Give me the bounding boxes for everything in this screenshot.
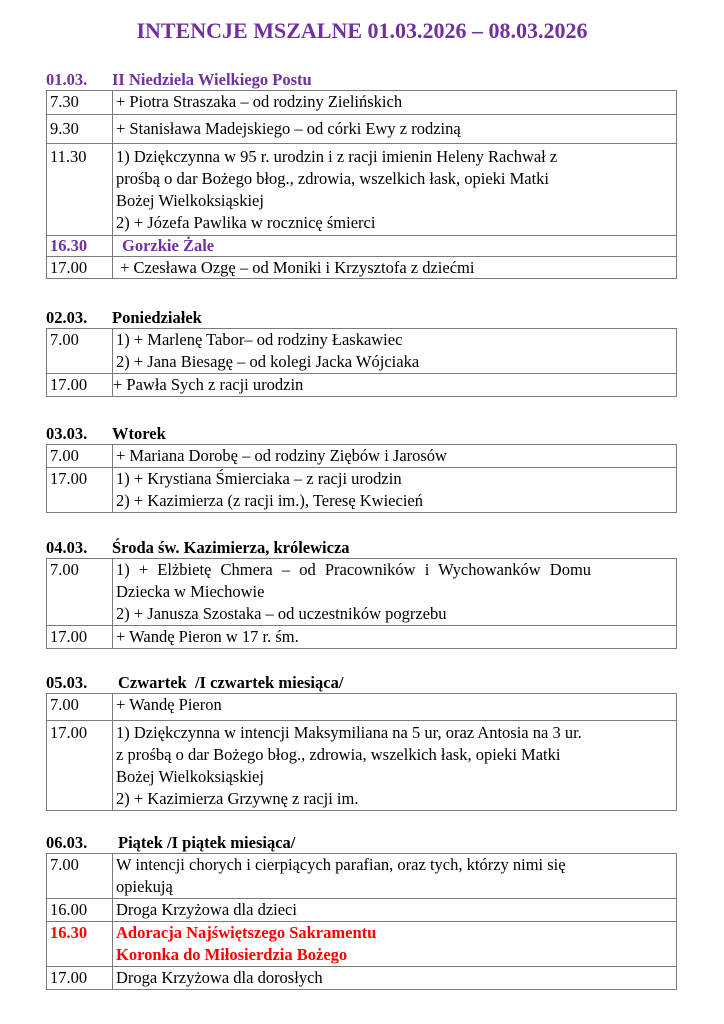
intention-line: 1) + Marlenę Tabor– od rodziny Łaskawiec [116,330,403,349]
mass-table [46,328,677,397]
mass-intention [113,144,677,236]
mass-intention [113,468,677,513]
intention-line: Bożej Wielkoksiąskiej [116,767,264,786]
table-row [47,236,677,257]
table-row [47,445,677,468]
day-date: 05.03. [46,673,88,692]
mass-time: 16.30 [47,236,113,257]
intention-line: Gorzkie Żale [122,236,215,255]
mass-table [46,90,677,279]
table-row [47,91,677,115]
day-heading [46,424,677,444]
day-name: Środa św. Kazimierza, królewicza [112,538,350,557]
mass-intention [113,374,677,397]
day-name: Poniedziałek [112,308,202,327]
day-section-0603 [46,833,677,990]
intention-line: Droga Krzyżowa dla dzieci [116,900,297,919]
mass-time: 17.00 [47,626,113,649]
day-heading [46,308,677,328]
intention-line: Dziecka w Miechowie [116,582,265,601]
mass-intention [113,899,677,922]
mass-intention [113,559,677,626]
intention-line: W intencji chorych i cierpiących parafian, oraz tych, którzy nimi się [116,855,566,874]
intention-line: 1) Dziękczynna w intencji Maksymiliana na 5 ur, oraz Antosia na 3 ur. [116,723,582,742]
intention-line: 1) Dziękczynna w 95 r. urodzin i z racji imienin Heleny Rachwał z [116,147,558,166]
day-heading [46,70,677,90]
intention-line: + Mariana Dorobę – od rodziny Ziębów i Jarosów [116,446,447,465]
intention-line: Droga Krzyżowa dla dorosłych [116,968,323,987]
intention-line: 1) + Krystiana Śmierciaka – z racji urodzin [116,469,402,488]
mass-table [46,693,677,811]
mass-intention [113,115,677,144]
table-row [47,694,677,721]
day-date: 06.03. [46,833,88,852]
table-row [47,257,677,279]
table-row [47,144,677,236]
day-name: II Niedziela Wielkiego Postu [112,70,312,89]
mass-time: 11.30 [47,144,113,236]
table-row [47,922,677,967]
intention-line: + Stanisława Madejskiego – od córki Ewy z rodziną [116,119,461,138]
day-name: Piątek /I piątek miesiąca/ [118,833,296,852]
mass-time: 16.30 [47,922,113,967]
intention-line: z prośbą o dar Bożego błog., zdrowia, wszelkich łask, opieki Matki [116,745,561,764]
mass-intention [113,236,677,257]
day-section-0303 [46,424,677,513]
mass-intention [113,694,677,721]
day-section-0203 [46,308,677,397]
intention-line: 2) + Janusza Szostaka – od uczestników pogrzebu [116,604,447,623]
table-row [47,854,677,899]
mass-time: 7.00 [47,329,113,374]
day-date: 04.03. [46,538,88,557]
mass-table [46,558,677,649]
mass-intention [113,922,677,967]
day-date: 02.03. [46,308,88,327]
mass-intention [113,329,677,374]
mass-table [46,444,677,513]
mass-intention [113,967,677,990]
table-row [47,374,677,397]
table-row [47,115,677,144]
intention-line: + Piotra Straszaka – od rodziny Zielińskich [116,92,403,111]
mass-table [46,853,677,990]
day-section-0403 [46,538,677,649]
mass-time: 7.00 [47,854,113,899]
intention-line: + Czesława Ozgę – od Moniki i Krzysztofa z dziećmi [116,258,475,277]
intention-line: + Pawła Sych z racji urodzin [113,375,304,394]
intention-line: opiekują [116,877,173,896]
table-row [47,468,677,513]
intention-line: Adoracja Najświętszego Sakramentu [116,923,377,942]
intention-line: 2) + Kazimierza Grzywnę z racji im. [116,789,359,808]
intention-line: Koronka do Miłosierdzia Bożego [116,945,348,964]
mass-time: 17.00 [47,721,113,811]
mass-intention [113,91,677,115]
mass-intention [113,445,677,468]
intention-line: prośbą o dar Bożego błog., zdrowia, wszelkich łask, opieki Matki [116,169,550,188]
mass-time: 17.00 [47,257,113,279]
mass-intention [113,626,677,649]
mass-time: 7.00 [47,445,113,468]
intention-line: 2) + Józefa Pawlika w rocznicę śmierci [116,213,376,232]
table-row [47,626,677,649]
mass-time: 17.00 [47,967,113,990]
mass-time: 7.30 [47,91,113,115]
mass-intention [113,257,677,279]
day-name: Czwartek /I czwartek miesiąca/ [118,673,344,692]
intention-line: + Wandę Pieron w 17 r. śm. [116,627,299,646]
day-date: 01.03. [46,70,88,89]
mass-time: 17.00 [47,374,113,397]
intention-line: + Wandę Pieron [116,695,222,714]
table-row [47,721,677,811]
mass-time: 16.00 [47,899,113,922]
table-row [47,967,677,990]
intention-line: 2) + Kazimierza (z racji im.), Teresę Kwiecień [116,491,423,510]
day-heading [46,833,677,853]
intention-line: 2) + Jana Biesagę – od kolegi Jacka Wójciaka [116,352,420,371]
page-title: INTENCJE MSZALNE 01.03.2026 – 08.03.2026 [136,18,588,43]
mass-intention [113,721,677,811]
mass-intention [113,854,677,899]
intention-line: 1) + Elżbietę Chmera – od Pracowników i Wychowanków Domu [116,560,592,579]
mass-time: 17.00 [47,468,113,513]
mass-time: 7.00 [47,694,113,721]
day-date: 03.03. [46,424,88,443]
day-name: Wtorek [112,424,166,443]
mass-time: 9.30 [47,115,113,144]
day-heading [46,673,677,693]
day-heading [46,538,677,558]
intention-line: Bożej Wielkoksiąskiej [116,191,264,210]
table-row [47,899,677,922]
table-row [47,329,677,374]
day-section-0503 [46,673,677,811]
table-row [47,559,677,626]
mass-time: 7.00 [47,559,113,626]
day-section-0103 [46,70,677,279]
